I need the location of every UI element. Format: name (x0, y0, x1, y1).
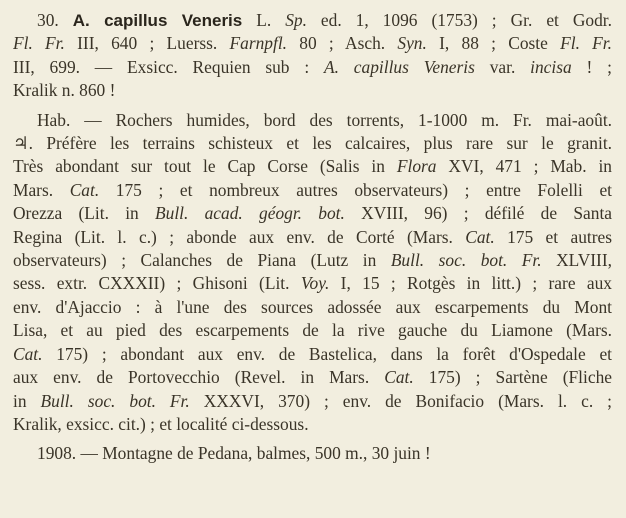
italic-citation: Cat. (13, 343, 43, 364)
italic-citation: incisa (530, 56, 572, 77)
habitat-line (13, 272, 612, 295)
habitat-line (13, 366, 612, 389)
italic-citation: Bull. acad. géogr. bot. (155, 203, 345, 224)
text-segment: Mars. (13, 179, 70, 200)
text-segment: Regina (Lit. l. c.) ; abonde aux env. de Corté (Mars. (13, 226, 466, 247)
text-segment: Hab. — Rochers humides, bord des torrents, 1-1000 m. Fr. mai-août. (37, 109, 612, 130)
italic-citation: Fl. Fr. (560, 33, 612, 54)
text-segment: XXXVI, 370) ; env. de Bonifacio (Mars. l. c. ; (189, 390, 612, 411)
entry-line-rest (242, 10, 612, 30)
habitat-line (13, 202, 612, 225)
text-segment: L. (242, 10, 286, 30)
habitat-line (13, 226, 612, 249)
observation-paragraph (13, 442, 612, 465)
text-segment: XVIII, 96) ; défilé de Santa (344, 203, 612, 224)
text-segment: XLVIII, (541, 250, 612, 271)
italic-citation: Voy. (300, 273, 330, 294)
italic-citation: Fl. Fr. (13, 33, 65, 54)
italic-citation: A. capillus Veneris (324, 56, 475, 77)
habitat-line (13, 390, 612, 413)
italic-citation: Bull. soc. bot. Fr. (40, 390, 190, 411)
text-segment: Orezza (Lit. in (13, 203, 155, 224)
italic-citation: Bull. soc. bot. Fr. (390, 250, 542, 271)
text-segment: Kralik n. 860 ! (13, 80, 116, 101)
species-name: A. capillus Veneris (72, 11, 243, 30)
habitat-line (13, 155, 612, 178)
text-segment: 1908. — Montagne de Pedana, balmes, 500 m., 30 juin ! (37, 443, 431, 464)
text-segment: Kralik, exsicc. cit.) ; et localité ci-dessous. (13, 413, 309, 434)
habitat-line (13, 319, 612, 342)
habitat-line (13, 179, 612, 202)
italic-citation: Sp. (285, 10, 307, 30)
text-segment: var. (474, 56, 531, 77)
entry-number: 30. (37, 10, 59, 30)
text-segment: 175 ; et nombreux autres observateurs) ; entre Folelli et (99, 179, 612, 200)
habitat-line (13, 413, 612, 436)
italic-citation: Syn. (397, 33, 427, 54)
habitat-line (13, 343, 612, 366)
observation-line (13, 442, 612, 465)
habitat-line (13, 132, 612, 155)
text-segment: Très abondant sur tout le Cap Corse (Salis in (13, 156, 397, 177)
text-segment: III, 640 ; Luerss. (64, 33, 230, 54)
text-segment: observateurs) ; Calanches de Piana (Lutz in (13, 250, 391, 271)
text-segment: 175 et autres (494, 226, 612, 247)
entry-line (13, 79, 612, 102)
text-segment: sess. extr. CXXXII) ; Ghisoni (Lit. (13, 273, 301, 294)
text-segment: in (13, 390, 41, 411)
text-segment: 175) ; abondant aux env. de Bastelica, dans la forêt d'Ospedale et (42, 343, 612, 364)
italic-citation: Cat. (384, 367, 414, 388)
text-segment: 80 ; Asch. (287, 33, 398, 54)
italic-citation: Cat. (69, 179, 100, 200)
text-segment: ! ; (571, 56, 612, 77)
italic-citation: Flora (396, 156, 437, 177)
italic-citation: Cat. (465, 226, 495, 247)
entry-line (13, 56, 612, 79)
text-segment: III, 699. — Exsicc. Requien sub : (13, 56, 324, 77)
text-segment: 175) ; Sartène (Fliche (413, 367, 612, 388)
text-segment: I, 88 ; Coste (426, 33, 561, 54)
text-segment: aux env. de Portovecchio (Revel. in Mars. (13, 367, 385, 388)
habitat-line (13, 109, 612, 132)
entry-line (13, 9, 612, 32)
species-entry (13, 9, 612, 103)
habitat-line (13, 249, 612, 272)
text-segment: Lisa, et au pied des escarpements de la rive gauche du Liamone (Mars. (13, 320, 612, 341)
text-segment: I, 15 ; Rotgès in litt.) ; rare aux (329, 273, 612, 294)
text-segment: ♃. Préfère les terrains schisteux et les calcaires, plus rare sur le granit. (13, 133, 612, 154)
text-segment: env. d'Ajaccio : à l'une des sources adossée aux escarpements du Mont (13, 296, 612, 317)
entry-line (13, 32, 612, 55)
italic-citation: Farnpfl. (229, 33, 288, 54)
habitat-line (13, 296, 612, 319)
text-segment: XVI, 471 ; Mab. in (436, 156, 612, 177)
habitat-paragraph (13, 109, 612, 437)
text-segment: ed. 1, 1096 (1753) ; Gr. et Godr. (306, 10, 612, 30)
